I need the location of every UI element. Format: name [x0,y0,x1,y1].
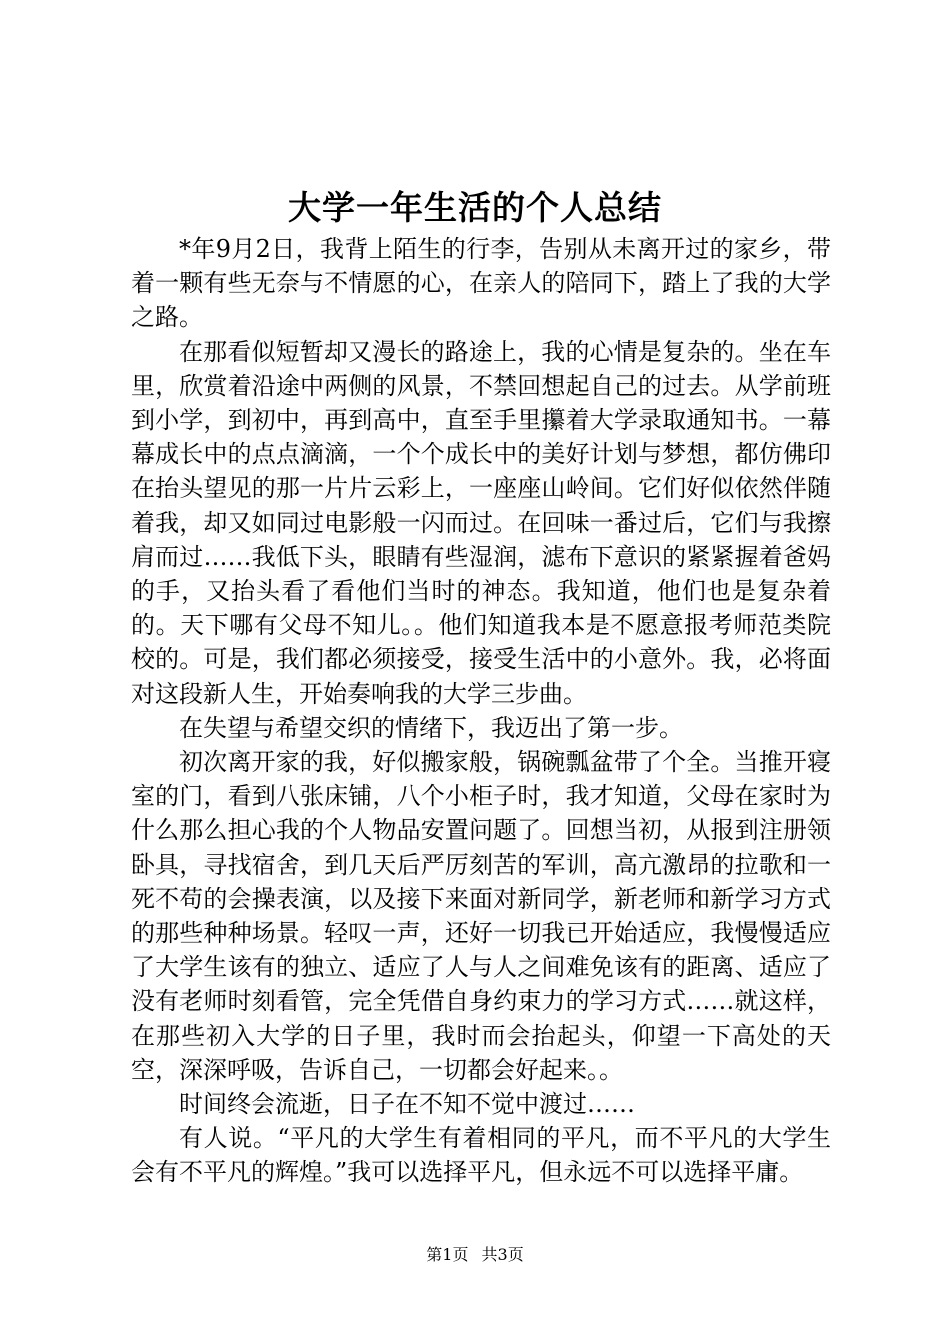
paragraph: 时间终会流逝，日子在不知不觉中渡过…… [179,1090,635,1119]
paragraph: 在失望与希望交织的情绪下，我迈出了第一步。 [179,713,683,742]
paragraph: 在那看似短暂却又漫长的路途上，我的心情是复杂的。坐在车里，欣赏着沿途中两侧的风景，不禁回想起自己的过去。从学前班到小学，到初中，再到高中，直至手里攥着大学录取通知书。一幕幕成长中的点点滴滴，一个个成长中的美好计划与梦想，都仿佛印在抬头望见的那一片片云彩上，一座座山岭间。它们好似依然伴随着我，却又如同过电影般一闪而过。在回味一番过后，它们与我擦肩而过……我低下头，眼睛有些湿润，滤布下意识的紧紧握着爸妈的手，又抬头看了看他们当时的神态。我知道，他们也是复杂着的。天下哪有父母不知儿。。他们知道我本是不愿意报考师范类院校的。可是，我们都必须接受，接受生活中的小意外。我，必将面对这段新人生，开始奏响我的大学三步曲。 [131,337,831,708]
page-footer [0,1244,950,1266]
page-number: 第1页 [426,1245,469,1264]
paragraph: 有人说。“平凡的大学生有着相同的平凡，而不平凡的大学生会有不平凡的辉煌。”我可以选择平凡，但永远不可以选择平庸。 [131,1124,831,1187]
document-body [131,232,831,1190]
paragraph: *年9月2日，我背上陌生的行李，告别从未离开过的家乡，带着一颗有些无奈与不情愿的心，在亲人的陪同下，踏上了我的大学之路。 [131,235,831,332]
page-total: 共3页 [481,1245,524,1264]
paragraph: 初次离开家的我，好似搬家般，锅碗瓢盆带了个全。当推开寝室的门，看到八张床铺，八个小柜子时，我才知道，父母在家时为什么那么担心我的个人物品安置问题了。回想当初，从报到注册领卧具，寻找宿舍，到几天后严厉刻苦的军训，高亢激昂的拉歌和一死不苟的会操表演，以及接下来面对新同学，新老师和新学习方式的那些种种场景。轻叹一声，还好一切我已开始适应，我慢慢适应了大学生该有的独立、适应了人与人之间难免该有的距离、适应了没有老师时刻看管，完全凭借自身约束力的学习方式……就这样，在那些初入大学的日子里，我时而会抬起头，仰望一下高处的天空，深深呼吸，告诉自己，一切都会好起来。。 [131,748,831,1084]
page-title: 大学一年生活的个人总结 [288,188,662,227]
